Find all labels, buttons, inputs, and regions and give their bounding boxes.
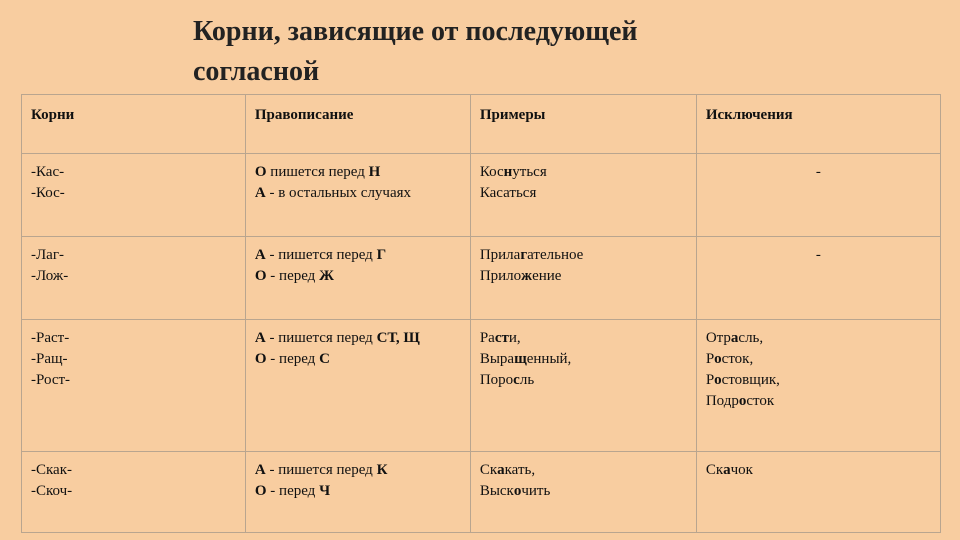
rule-letter: А [254, 247, 266, 263]
root-item: -Лаг- [31, 247, 64, 263]
example-highlight: ж [521, 268, 533, 284]
roots-cell [22, 320, 246, 452]
exception-part: Р [705, 372, 715, 388]
rule-text: - пишется перед [265, 247, 377, 263]
example-part: ль [519, 372, 535, 388]
exception-part: Р [705, 351, 715, 367]
rule-consonant: С [319, 351, 330, 367]
title-line-2: согласной [193, 56, 320, 87]
example-part: Касаться [479, 185, 537, 201]
root-item: -Раст- [31, 330, 70, 346]
examples-cell [470, 154, 696, 237]
rule-cell [245, 237, 470, 320]
example-highlight: г [520, 247, 528, 263]
rule-line [255, 481, 461, 502]
rule-cell [245, 320, 470, 452]
exception-part: стовщик, [721, 372, 780, 388]
exceptions-cell [696, 237, 940, 320]
example-part: енный, [526, 351, 572, 367]
example-word [480, 162, 687, 183]
example-part: Кос [479, 164, 504, 180]
rule-letter: О [254, 483, 267, 499]
example-part: и, [508, 330, 521, 346]
examples-cell [470, 237, 696, 320]
exception-word [706, 460, 931, 481]
root-item: -Скоч- [31, 483, 73, 499]
exception-highlight: о [714, 372, 722, 388]
example-part: Ск [479, 462, 498, 478]
rule-line [255, 245, 461, 266]
example-part: чить [521, 483, 551, 499]
rule-cell [245, 154, 470, 237]
example-highlight: с [513, 372, 520, 388]
rule-line [255, 183, 461, 204]
table-row [22, 154, 941, 237]
exception-highlight: о [714, 351, 722, 367]
roots-cell [22, 154, 246, 237]
table-row [22, 452, 941, 533]
rule-line [255, 349, 461, 370]
roots-cell [22, 452, 246, 533]
rule-text: - в остальных случаях [265, 185, 412, 201]
example-highlight: ст [494, 330, 509, 346]
example-word [480, 481, 687, 502]
example-part: Выра [479, 351, 515, 367]
example-part: ательное [527, 247, 584, 263]
rule-consonant: К [376, 462, 388, 478]
exception-word [706, 391, 931, 412]
exceptions-cell [696, 154, 940, 237]
example-part: Ра [479, 330, 495, 346]
rule-consonant: СТ, Щ [376, 330, 420, 346]
exception-highlight: о [738, 393, 747, 409]
rule-text: - перед [266, 351, 320, 367]
roots-cell [22, 237, 246, 320]
example-word [480, 183, 687, 204]
rule-cell [245, 452, 470, 533]
no-exceptions-dash: - [815, 247, 821, 263]
rule-text: - перед [266, 268, 320, 284]
example-part: Прила [479, 247, 521, 263]
rule-consonant: Г [376, 247, 387, 263]
example-part: уться [512, 164, 547, 180]
example-highlight: щ [514, 351, 527, 367]
exception-highlight: а [730, 330, 739, 346]
example-highlight: а [497, 462, 505, 478]
rule-consonant: Н [368, 164, 381, 180]
rule-text: - пишется перед [265, 462, 377, 478]
root-item: -Кос- [31, 185, 65, 201]
root-item: -Лож- [31, 268, 69, 284]
exception-part: сль, [738, 330, 764, 346]
roots-table [21, 94, 941, 533]
table-row [22, 320, 941, 452]
exception-part: Отр [705, 330, 731, 346]
exceptions-cell [696, 452, 940, 533]
rule-line [255, 266, 461, 287]
table-row [22, 237, 941, 320]
example-word [480, 349, 687, 370]
exception-part: сток, [721, 351, 754, 367]
rule-text: пишется перед [266, 164, 369, 180]
example-word [480, 266, 687, 287]
example-part: Прило [479, 268, 522, 284]
rule-consonant: Ч [319, 483, 331, 499]
rule-letter: О [254, 164, 267, 180]
example-highlight: н [503, 164, 513, 180]
rule-line [255, 162, 461, 183]
rule-line [255, 328, 461, 349]
rule-letter: О [254, 351, 267, 367]
rule-letter: А [254, 330, 266, 346]
header-exceptions: Исключения [696, 95, 940, 154]
rule-consonant: Ж [319, 268, 334, 284]
header-spelling: Правописание [245, 95, 470, 154]
rule-line [255, 460, 461, 481]
slide-title [193, 12, 813, 92]
exception-part: Подр [705, 393, 739, 409]
rule-letter: А [254, 462, 266, 478]
root-item: -Ращ- [31, 351, 68, 367]
rule-text: - пишется перед [265, 330, 377, 346]
example-part: Поро [479, 372, 514, 388]
example-highlight: о [513, 483, 522, 499]
root-item: -Рост- [31, 372, 71, 388]
exceptions-cell [696, 320, 940, 452]
no-exceptions-dash: - [815, 164, 821, 180]
exception-word [706, 328, 931, 349]
rule-letter: А [254, 185, 266, 201]
example-part: кать, [504, 462, 536, 478]
example-word [480, 370, 687, 391]
examples-cell [470, 320, 696, 452]
exception-part: чок [730, 462, 753, 478]
example-word [480, 460, 687, 481]
example-part: Выск [479, 483, 514, 499]
exception-highlight: а [723, 462, 731, 478]
example-part: ение [532, 268, 562, 284]
exception-part: сток [746, 393, 775, 409]
rule-letter: О [254, 268, 267, 284]
header-row [22, 95, 941, 154]
title-line-1: Корни, зависящие от последующей [193, 16, 638, 47]
examples-cell [470, 452, 696, 533]
root-item: -Кас- [31, 164, 65, 180]
exception-word [706, 349, 931, 370]
exception-part: Ск [705, 462, 724, 478]
header-roots: Корни [22, 95, 246, 154]
rule-text: - перед [266, 483, 320, 499]
header-examples: Примеры [470, 95, 696, 154]
example-word [480, 245, 687, 266]
root-item: -Скак- [31, 462, 73, 478]
exception-word [706, 370, 931, 391]
example-word [480, 328, 687, 349]
